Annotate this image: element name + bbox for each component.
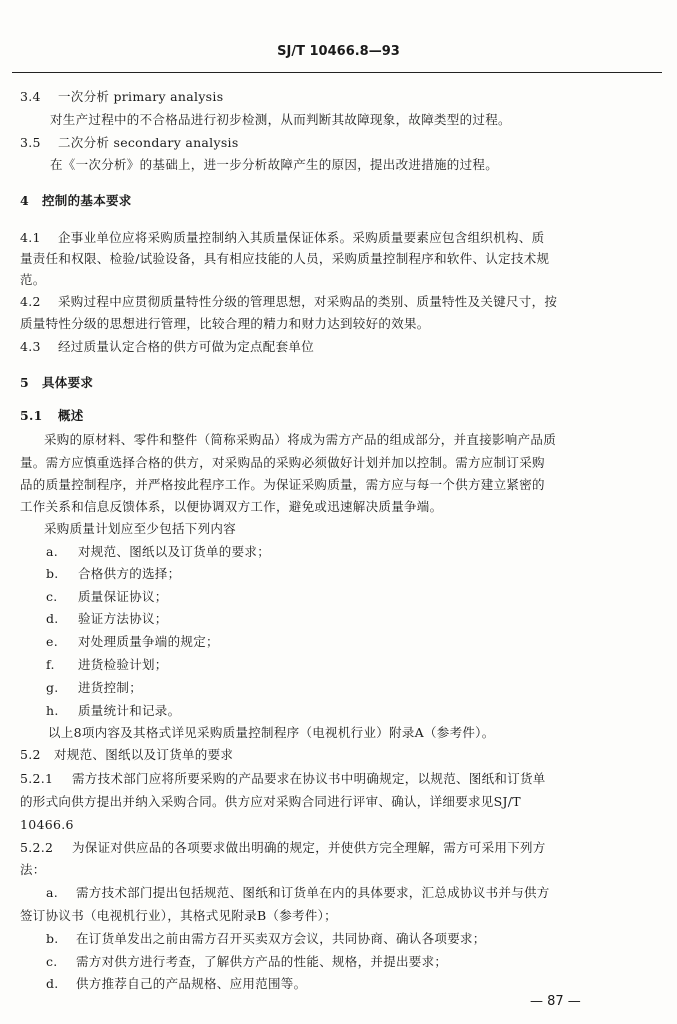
section-title: 概述 (58, 408, 84, 423)
section-title: 具体要求 (42, 375, 94, 390)
section-5-1-line-3: 品的质量控制程序，并严格按此程序工作。为保证采购质量，需方应与每一个供方建立紧密的 (20, 477, 545, 492)
section-4-3 (20, 339, 314, 355)
section-4-1-line-3: 范。 (20, 272, 46, 287)
list-item (46, 544, 270, 560)
section-number: 3.5 (20, 135, 41, 150)
list-item (46, 954, 447, 970)
section-5-1-heading (20, 408, 84, 424)
list-text: 进货检验计划； (78, 657, 168, 672)
section-number: 5.2 (20, 747, 41, 762)
paragraph-text: 经过质量认定合格的供方可做为定点配套单位 (58, 339, 315, 354)
list-item (46, 566, 180, 582)
section-5-1-intro: 采购质量计划应至少包括下列内容 (44, 521, 237, 536)
header-rule (12, 72, 662, 73)
list-label: b. (46, 931, 59, 946)
section-5-1-line-1: 采购的原材料、零件和整件（简称采购品）将成为需方产品的组成部分，并直接影响产品质 (44, 432, 557, 447)
list-text: 需方对供方进行考查，了解供方产品的性能、规格，并提出要求； (76, 954, 448, 969)
paragraph-text: 企事业单位应将采购质量控制纳入其质量保证体系。采购质量要素应包含组织机构、质 (58, 230, 545, 245)
section-5-2-1-line-2: 的形式向供方提出并纳入采购合同。供方应对采购合同进行评审、确认，详细要求见SJ/T (20, 794, 521, 809)
section-number: 3.4 (20, 89, 41, 104)
list-text: 对处理质量争端的规定； (78, 634, 219, 649)
list-item-continuation: 签订协议书（电视机行业），其格式见附录B（参考件）； (20, 908, 337, 923)
page-header: SJ/T 10466.8—93 (277, 44, 400, 59)
list-item (46, 885, 550, 901)
section-5-heading (20, 375, 93, 391)
section-number: 5.2.2 (20, 840, 54, 855)
section-title: 一次分析 primary analysis (58, 89, 224, 104)
section-number: 4.2 (20, 294, 41, 309)
section-title: 控制的基本要求 (42, 193, 132, 208)
section-5-1-line-2: 量。需方应慎重选择合格的供方，对采购品的采购必须做好计划并加以控制。需方应制订采购 (20, 455, 545, 470)
list-item (46, 680, 142, 696)
section-4-2-line-2: 质量特性分级的思想进行管理，比较合理的精力和财力达到较好的效果。 (20, 316, 430, 331)
list-label: d. (46, 611, 59, 626)
list-label: g. (46, 680, 59, 695)
list-text: 供方推荐自己的产品规格、应用范围等。 (76, 976, 307, 991)
list-text: 质量统计和记录。 (78, 703, 181, 718)
section-4-1-line-1 (20, 230, 544, 246)
list-text: 在订货单发出之前由需方召开买卖双方会议，共同协商、确认各项要求； (76, 931, 486, 946)
section-5-2-2-line-2: 法： (20, 862, 46, 877)
section-title: 对规范、图纸以及订货单的要求 (54, 747, 234, 762)
list-text: 进货控制； (78, 680, 143, 695)
list-text: 验证方法协议； (78, 611, 168, 626)
section-number: 4 (20, 193, 29, 208)
list-item (46, 931, 486, 947)
section-5-1-line-4: 工作关系和信息反馈体系，以便协调双方工作，避免或迅速解决质量争端。 (20, 499, 443, 514)
summary-text: 以上8项内容及其格式详见采购质量控制程序（电视机行业）附录A（参考件）。 (48, 725, 495, 740)
page-number: — 87 — (530, 994, 581, 1009)
list-item (46, 611, 168, 627)
section-number: 4.1 (20, 230, 41, 245)
section-number: 5 (20, 375, 29, 390)
list-label: h. (46, 703, 59, 718)
list-label: a. (46, 544, 59, 559)
section-3-4-body: 对生产过程中的不合格品进行初步检测，从而判断其故障现象，故障类型的过程。 (50, 112, 511, 127)
list-text: 对规范、图纸以及订货单的要求； (78, 544, 271, 559)
paragraph-text: 采购过程中应贯彻质量特性分级的管理思想，对采购品的类别、质量特性及关键尺寸，按 (58, 294, 558, 309)
paragraph-text: 需方技术部门应将所要采购的产品要求在协议书中明确规定，以规范、图纸和订货单 (72, 771, 546, 786)
section-title: 二次分析 secondary analysis (58, 135, 239, 150)
list-label: c. (46, 589, 58, 604)
list-label: f. (46, 657, 55, 672)
section-number: 5.1 (20, 408, 43, 423)
list-item (46, 589, 168, 605)
list-label: e. (46, 634, 58, 649)
list-label: d. (46, 976, 59, 991)
paragraph-text: 为保证对供应品的各项要求做出明确的规定，并使供方完全理解，需方可采用下列方 (72, 840, 546, 855)
list-label: a. (46, 885, 59, 900)
section-5-2-2-line-1 (20, 840, 546, 856)
section-number: 4.3 (20, 339, 41, 354)
section-5-2-1-line-1 (20, 771, 546, 787)
list-item (46, 634, 219, 650)
section-4-1-line-2: 量责任和权限、检验/试验设备，具有相应技能的人员，采购质量控制程序和软件、认定技术规 (20, 251, 550, 266)
section-3-4-heading (20, 89, 223, 105)
list-item (46, 703, 180, 719)
section-3-5-body: 在《一次分析》的基础上，进一步分析故障产生的原因，提出改进措施的过程。 (50, 157, 499, 172)
section-4-2-line-1 (20, 294, 557, 310)
section-5-2-heading (20, 747, 233, 763)
list-label: b. (46, 566, 59, 581)
list-text: 需方技术部门提出包括规范、图纸和订货单在内的具体要求，汇总成协议书并与供方 (76, 885, 550, 900)
section-4-heading (20, 193, 132, 209)
section-5-2-1-line-3: 10466.6 (20, 817, 74, 832)
list-item (46, 657, 168, 673)
section-3-5-heading (20, 135, 239, 151)
list-text: 质量保证协议； (78, 589, 168, 604)
section-number: 5.2.1 (20, 771, 54, 786)
list-text: 合格供方的选择； (78, 566, 181, 581)
list-item (46, 976, 306, 992)
list-label: c. (46, 954, 58, 969)
